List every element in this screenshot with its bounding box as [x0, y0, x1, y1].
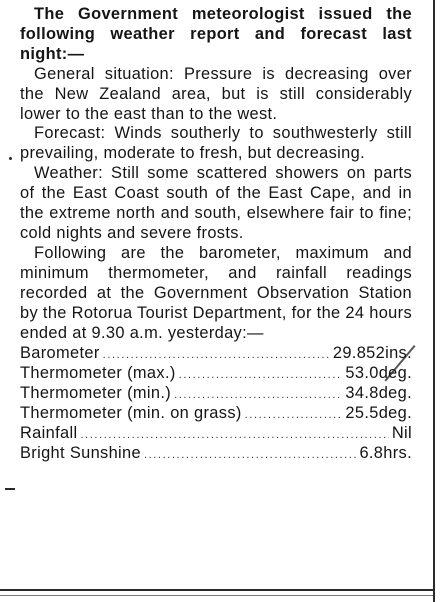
reading-label: Rainfall [20, 423, 78, 442]
weather-report-article [20, 5, 412, 464]
reading-row [20, 404, 412, 424]
reading-row [20, 344, 412, 364]
reading-label: Thermometer (min.) [20, 384, 172, 403]
column-rule-bottom-thin [0, 595, 433, 596]
dot-leader [144, 446, 356, 464]
column-rule-right [433, 0, 435, 602]
weather-paragraph: Weather: Still some scattered showers on parts of the East Coast south of the East Cape, and in the extreme north and south, elsewhere fair to fine; cold nights and severe frosts. [20, 164, 412, 242]
reading-label: Barometer [20, 344, 100, 363]
reading-row [20, 444, 412, 464]
reading-label: Bright Sunshine [20, 443, 141, 462]
reading-value: 34.8deg. [345, 384, 412, 403]
readings-table [20, 344, 412, 463]
reading-value: 6.8hrs. [359, 443, 412, 462]
dot-leader [103, 346, 330, 364]
intro-paragraph: The Government meteorologist issued the following weather report and forecast last night:— [20, 5, 412, 63]
general-situation-paragraph: General situation: Pressure is decreasing over the New Zealand area, but is still considerably lower to the east than to the west. [20, 64, 412, 123]
dot-leader [80, 426, 388, 444]
margin-dot [9, 157, 12, 160]
reading-label: Thermometer (max.) [20, 364, 176, 383]
reading-label: Thermometer (min. on grass) [20, 404, 242, 423]
dot-leader [174, 386, 342, 404]
reading-row [20, 424, 412, 444]
reading-row [20, 364, 412, 384]
reading-value: 25.5deg. [345, 404, 412, 423]
reading-value: 53.0deg. [345, 364, 412, 383]
forecast-paragraph: Forecast: Winds southerly to southwesterly still prevailing, moderate to fresh, but decreasing. [20, 124, 412, 163]
dot-leader [179, 366, 343, 384]
readings-intro-paragraph: Following are the barometer, maximum and minimum thermometer, and rainfall readings recorded at the Government Observation Station by the Rotorua Tourist Department, for the 24 hours ended at 9.30 a.m. yesterday:— [20, 243, 412, 342]
reading-value: 29.852ins. [332, 344, 412, 363]
reading-row [20, 384, 412, 404]
column-rule-bottom [0, 589, 433, 591]
margin-dash [5, 488, 15, 490]
dot-leader [245, 406, 343, 424]
reading-value: Nil [391, 423, 412, 442]
